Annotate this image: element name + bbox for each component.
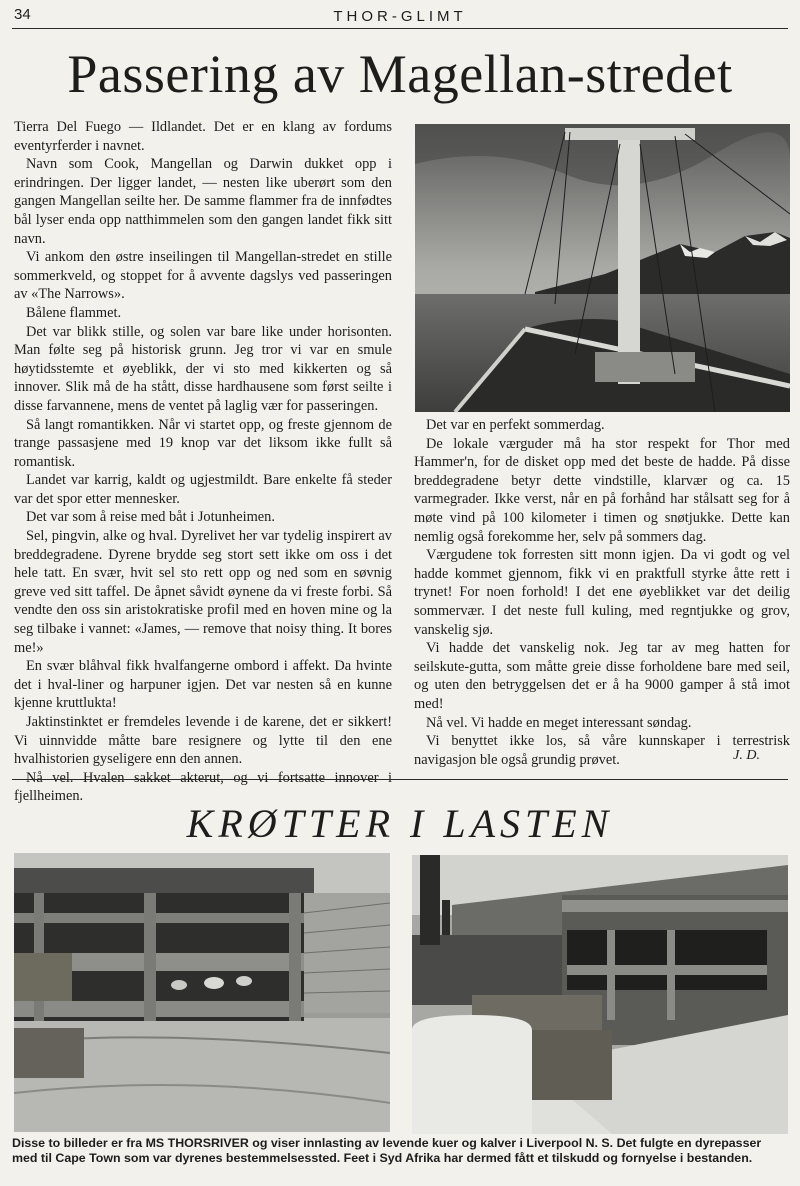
paragraph: Sel, pingvin, alke og hval. Dyrelivet her var tydelig inspirert av breddegradene. Dyrene brydde seg stort sett ikke om oss i det hele tatt. En svær, hvit sel sto rett opp og ned som en søvnig greve ved sitt taffel. De åpnet såvidt øynene da vi freste forbi. Så vendte den oss sin aristokratiske profil med en hoven mine og la seg tilbake i vannet: «James, — remove that noisy thing. It bores me!» bbox=[14, 528, 392, 656]
cattle-pen-on-deck-photo bbox=[14, 853, 390, 1132]
paragraph: De lokale værguder må ha stor respekt for Thor med Hammer'n, for de disket opp med det beste de hadde. På disse breddegradene betyr dette vindstille, klarvær og ca. 15 varmegrader. Ikke verst, når en på forhånd har stålsatt seg for å møte vind på 100 kilometer i timen og snøtjukke. Dette kan nemlig også forekomme her, selv på sommers dag. bbox=[414, 435, 790, 545]
paragraph: Landet var karrig, kaldt og ugjestmildt. Bare enkelte få steder var det spor etter mennesker. bbox=[14, 472, 392, 507]
paragraph: Nå vel. Hvalen sakket akterut, og vi fortsatte innover i fjellheimen. bbox=[14, 769, 392, 805]
author-signature: J. D. bbox=[733, 748, 760, 763]
paragraph: Tierra Del Fuego — Ildlandet. Det er en klang av fordums eventyrferder i navnet. bbox=[14, 119, 392, 154]
article-right-column bbox=[414, 416, 790, 769]
paragraph: Nå vel. Vi hadde en meget interessant søndag. bbox=[426, 714, 692, 731]
cattle-loading-quay-photo bbox=[412, 855, 788, 1134]
paragraph: Det var en perfekt sommerdag. bbox=[426, 417, 605, 433]
article-left-column bbox=[14, 118, 392, 806]
paragraph: Vi ankom den østre inseilingen til Mangellan-stredet en stille sommerkveld, og stoppet for å avvente dagslys ved passeringen av «The Narrows». bbox=[14, 249, 392, 303]
paragraph: Værgudene tok forresten sitt monn igjen. Da vi godt og vel hadde kommet gjennom, fikk vi en praktfull styrke åtte rett i trynet! For noen forhold! I det ene øyeblikket var det deilig sommervær. I det neste full kuling, med regntjukke og grov, vanskelig sjø. bbox=[414, 547, 790, 638]
paragraph: Bålene flammet. bbox=[26, 304, 122, 321]
page-header bbox=[12, 4, 788, 29]
paragraph: Det var blikk stille, og solen var bare like under horisonten. Man følte seg på historisk grunn. Jeg tror vi var en smule høytidsstemte et øyeblikk, der vi sto med kikkerten og så innover. Slik må de ha stått, disse hardhausene som først seilte i disse farvannene, mens de ventet på laglig vær for passeringen. bbox=[14, 323, 392, 414]
paragraph: Vi benyttet ikke los, så våre kunnskaper i terrestrisk navigasjon ble også grundig prøvet. bbox=[414, 733, 790, 768]
paragraph: Så langt romantikken. Når vi startet opp, og freste gjennom de trange passasjene med 19 knop var det liksom ikke fullt så romantisk. bbox=[14, 416, 392, 470]
section-title: KRØTTER I LASTEN bbox=[186, 801, 614, 846]
ship-bow-mountains-photo bbox=[415, 124, 790, 412]
paragraph: Jaktinstinktet er fremdeles levende i de karene, det er sikkert! Vi uinnvidde måtte bare resignere og lytte til den ene hvalhistorien gyseligere enn den annen. bbox=[14, 714, 392, 768]
paragraph: Navn som Cook, Mangellan og Darwin dukket opp i erindringen. Der ligger landet, — nesten like uberørt som den gangen Mangellan seilte her. De samme flammer fra de innfødtes bål lyser enda opp natthimmelen som den gangen landet fikk sitt navn. bbox=[14, 156, 392, 247]
page-number: 34 bbox=[14, 6, 31, 23]
paragraph: Vi hadde det vanskelig nok. Jeg tar av meg hatten for seilskute-gutta, som måtte greie disse forholdene bare med seil, og uten den betryggelsen det er å ha 9000 gamper å stå imot med! bbox=[414, 640, 790, 712]
paragraph: Det var som å reise med båt i Jotunheimen. bbox=[26, 509, 275, 526]
photo-caption: Disse to billeder er fra MS THORSRIVER og viser innlasting av levende kuer og kalver i Liverpool N. S. Det fulgte en dyrepasser med til Cape Town som var dyrenes bestemmelsessted. Feet i Syd Afrika har dermed fått et tilskudd og fornyelse i bestanden. bbox=[12, 1136, 762, 1165]
section-divider bbox=[12, 779, 788, 780]
magazine-title: THOR-GLIMT bbox=[333, 8, 467, 25]
paragraph: En svær blåhval fikk hvalfangerne ombord i affekt. Da hvinte det i hval-liner og harpuner igjen. Det var nesten så en kunne kjenne kruttlukta! bbox=[14, 658, 392, 712]
article-headline: Passering av Magellan-stredet bbox=[67, 44, 733, 104]
